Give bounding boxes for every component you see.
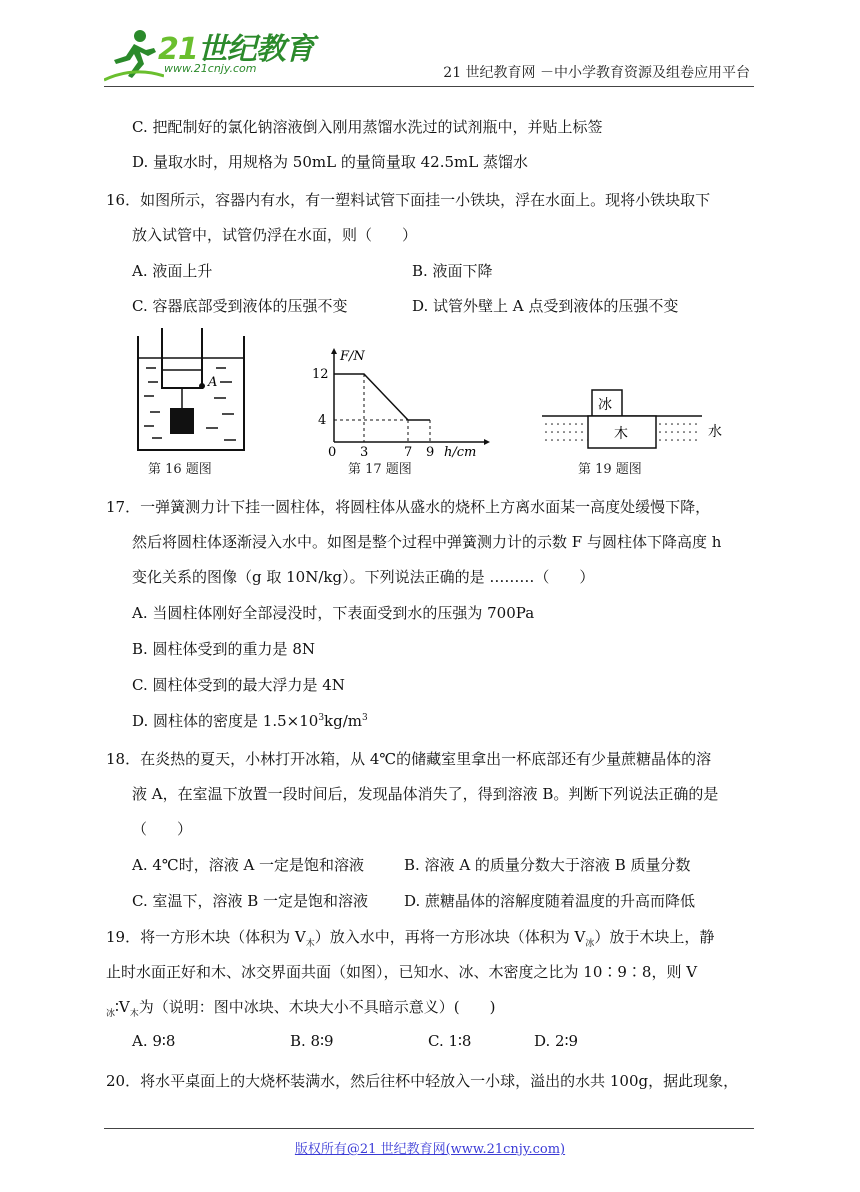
page-header (0, 0, 860, 92)
q17-option-a: A. 当圆柱体刚好全部浸没时，下表面受到水的压强为 700Pa (132, 604, 535, 622)
q18-option-b: B. 溶液 A 的质量分数大于溶液 B 质量分数 (404, 856, 691, 874)
q19-stem-line1: 19．将一方形木块（体积为 $V_木$）放入水中，再将一方形冰块（体积为 $V_冰$）放于木块上，静 (106, 928, 715, 949)
q19-option-a: A. 9∶8 (132, 1032, 176, 1050)
q19-option-d: D. 2∶9 (534, 1032, 579, 1050)
fig17-caption: 第 17 题图 (348, 462, 412, 477)
q19-option-b: B. 8∶9 (290, 1032, 334, 1050)
fig17-ytick-4: 4 (318, 413, 327, 428)
q16-option-c: C. 容器底部受到液体的压强不变 (132, 297, 348, 315)
runner-logo-icon (104, 26, 164, 84)
fig17-ytick-12: 12 (312, 367, 329, 382)
logo-url: www.21cnjy.com (164, 62, 257, 75)
q15-option-c: C. 把配制好的氯化钠溶液倒入刚用蒸馏水洗过的试剂瓶中，并贴上标签 (132, 118, 603, 136)
q17-option-b: B. 圆柱体受到的重力是 8N (132, 640, 315, 658)
q19-stem-line3: $_冰∶V_木$为（说明：图中冰块、木块大小不具暗示意义）( ) (106, 998, 496, 1019)
fig19-ice-label: 冰 (598, 397, 612, 413)
fig17-ylabel: F/N (340, 349, 365, 364)
q15-option-d: D. 量取水时，用规格为 50mL 的量筒量取 42.5mL 蒸馏水 (132, 153, 528, 171)
q19-option-c: C. 1∶8 (428, 1032, 472, 1050)
fig19-water-label: 水 (708, 424, 722, 440)
footer-divider (104, 1128, 754, 1129)
logo-wordmark: 21世纪教育 (158, 32, 314, 67)
fig17-xtick-9: 9 (426, 445, 435, 458)
q16-stem-line2: 放入试管中，试管仍浮在水面，则（ ） (132, 226, 418, 244)
fig17-xlabel: h/cm (444, 445, 477, 458)
q16-stem-line1: 16．如图所示，容器内有水，有一塑料试管下面挂一小铁块，浮在水面上。现将小铁块取下 (106, 191, 711, 209)
q18-stem-line3: （ ） (132, 820, 193, 838)
footer-copyright-link[interactable]: 版权所有@21 世纪教育网(www.21cnjy.com) (294, 1142, 566, 1157)
q18-stem-line2: 液 A，在室温下放置一段时间后，发现晶体消失了，得到溶液 B。判断下列说法正确的是 (132, 785, 719, 803)
q19-stem-line2: 止时水面正好和木、冰交界面共面（如图），已知水、冰、木密度之比为 10∶9∶8，则 V (106, 963, 698, 981)
fig16-label-a: A (208, 375, 218, 390)
fig19-wood-label: 木 (614, 426, 628, 442)
q18-option-a: A. 4℃时，溶液 A 一定是饱和溶液 (132, 856, 365, 874)
fig17-xtick-0: 0 (328, 445, 337, 458)
q17-option-d: D. 圆柱体的密度是 $1.5\times 10^3kg/m^3$ (132, 712, 368, 730)
q17-option-c: C. 圆柱体受到的最大浮力是 4N (132, 676, 345, 694)
q18-option-d: D. 蔗糖晶体的溶解度随着温度的升高而降低 (404, 892, 696, 910)
q17-stem-line3: 变化关系的图像（g 取 10N/kg）。下列说法正确的是 ………（ ） (132, 568, 595, 586)
header-site-title: 21 世纪教育网 －中小学教育资源及组卷应用平台 (443, 65, 750, 81)
fig16-container-diagram (130, 328, 270, 458)
q20-stem-line1: 20．将水平桌面上的大烧杯装满水，然后往杯中轻放入一小球，溢出的水共 100g，据此现象， (106, 1072, 739, 1090)
q16-option-b: B. 液面下降 (412, 262, 493, 280)
q18-stem-line1: 18．在炎热的夏天，小林打开冰箱，从 4℃的储藏室里拿出一杯底部还有少量蔗糖晶体的溶 (106, 750, 712, 768)
figure-row (130, 328, 730, 478)
q18-option-c: C. 室温下，溶液 B 一定是饱和溶液 (132, 892, 369, 910)
fig17-xtick-3: 3 (360, 445, 369, 458)
header-divider (104, 86, 754, 87)
q16-option-a: A. 液面上升 (132, 262, 213, 280)
q16-option-d: D. 试管外壁上 A 点受到液体的压强不变 (412, 297, 679, 315)
fig19-diagram (542, 364, 732, 456)
q17-stem-line2: 然后将圆柱体逐渐浸入水中。如图是整个过程中弹簧测力计的示数 F 与圆柱体下降高度 h (132, 533, 722, 551)
fig19-caption: 第 19 题图 (578, 462, 642, 477)
q17-stem-line1: 17．一弹簧测力计下挂一圆柱体，将圆柱体从盛水的烧杯上方离水面某一高度处缓慢下降， (106, 498, 711, 516)
fig17-graph (300, 348, 490, 458)
fig17-xtick-7: 7 (404, 445, 413, 458)
fig16-caption: 第 16 题图 (148, 462, 212, 477)
